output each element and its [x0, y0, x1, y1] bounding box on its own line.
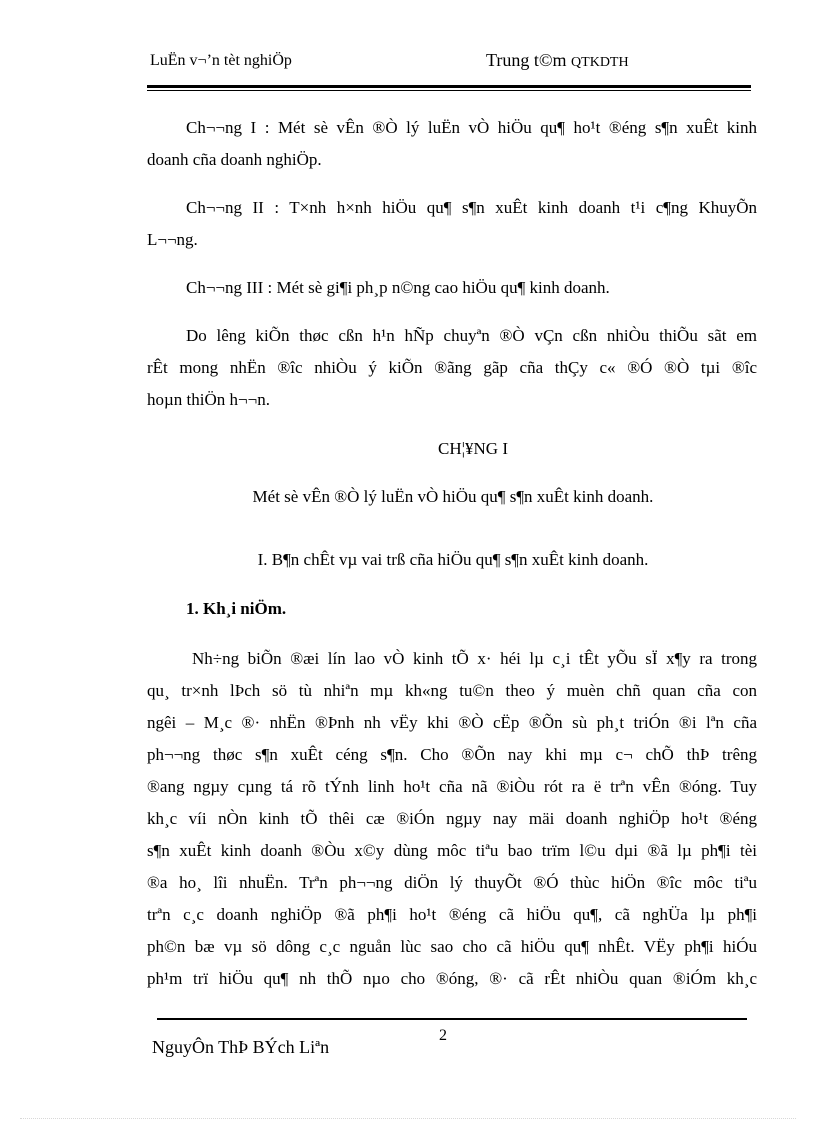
- body-line: qu¸ tr×nh lÞch sö tù nhiªn mµ kh«ng tu©n theo ý muèn chñ quan cña con: [147, 681, 757, 700]
- chapter-title: Mét sè vÊn ®Ò lý luËn vÒ hiÖu qu¶ s¶n xuÊt kinh doanh.: [252, 487, 654, 506]
- intro-paragraph-line3: hoµn thiÖn h¬¬n.: [147, 390, 270, 409]
- chapter-heading: CH¦¥NG I: [438, 439, 508, 458]
- intro-chapter1-line1: Ch¬¬ng I : Mét sè vÊn ®Ò lý luËn vÒ hiÖu qu¶ ho¹t ®éng s¶n xuÊt kinh: [186, 118, 757, 137]
- intro-chapter2-line1: Ch¬¬ng II : T×nh h×nh hiÖu qu¶ s¶n xuÊt kinh doanh t¹i c¶ng KhuyÕn: [186, 198, 757, 217]
- header-rule-thin: [147, 90, 751, 91]
- page-edge-dots: [20, 1118, 796, 1119]
- body-line: ngêi – M¸c ®· nhËn ®Þnh nh vËy khi ®Ò cËp ®Õn sù ph¸t triÓn ®i lªn cña: [147, 713, 757, 732]
- body-line: trªn c¸c doanh nghiÖp ®ã ph¶i ho¹t ®éng cã hiÖu qu¶, cã nghÜa lµ ph¶i: [147, 905, 757, 924]
- body-line: ph¬¬ng thøc s¶n xuÊt céng s¶n. Cho ®Õn nay khi mµ c¬ chÕ thÞ trêng: [147, 745, 757, 764]
- intro-chapter2-line2: L¬¬ng.: [147, 230, 198, 249]
- subsection-title: 1. Kh¸i niÖm.: [186, 599, 287, 618]
- header-thesis-label: LuËn v¬’n tèt nghiÖp: [150, 52, 292, 69]
- intro-chapter3-line1: Ch¬¬ng III : Mét sè gi¶i ph¸p n©ng cao hiÖu qu¶ kinh doanh.: [186, 278, 610, 297]
- body-line: kh¸c víi nÒn kinh tÕ thêi cæ ®iÓn ngµy nay mäi doanh nghiÖp ho¹t ®éng: [147, 809, 757, 828]
- header-center-main: Trung t©m: [486, 50, 572, 70]
- header-rule-thick: [147, 85, 751, 88]
- intro-paragraph-line2: rÊt mong nhËn ®îc nhiÒu ý kiÕn ®ãng gãp cña thÇy c« ®Ó ®Ò tµi ®îc: [147, 358, 757, 377]
- footer-author-name: NguyÔn ThÞ BÝch Liªn: [152, 1037, 330, 1057]
- intro-chapter1-line2: doanh cña doanh nghiÖp.: [147, 150, 322, 169]
- section-title: I. B¶n chÊt vµ vai trß cña hiÖu qu¶ s¶n xuÊt kinh doanh.: [257, 550, 649, 569]
- intro-paragraph-line1: Do lêng kiÕn thøc cßn h¹n hÑp chuyªn ®Ò vÇn cßn nhiÒu thiÕu sãt em: [186, 326, 757, 345]
- body-line: ®a ho¸ lîi nhuËn. Trªn ph¬¬ng diÖn lý thuyÕt ®Ó thùc hiÖn ®îc môc tiªu: [147, 873, 757, 892]
- body-line: ph©n bæ vµ sö dông c¸c nguån lùc sao cho cã hiÖu qu¶ nhÊt. VËy ph¶i hiÓu: [147, 937, 757, 956]
- footer-rule: [157, 1018, 747, 1020]
- body-line: ph¹m trï hiÖu qu¶ nh thÕ nµo cho ®óng, ®· cã rÊt nhiÒu quan ®iÓm kh¸c: [147, 969, 757, 988]
- body-line: ®ang ngµy cµng tá rõ tÝnh linh ho¹t cña nã ®iÒu rót ra ë trªn vÊn ®óng. Tuy: [147, 777, 757, 796]
- body-line: Nh÷ng biÕn ®æi lín lao vÒ kinh tÕ x· héi lµ c¸i tÊt yÕu sÏ x¶y ra trong: [192, 649, 757, 668]
- body-line: s¶n xuÊt kinh doanh ®Òu x©y dùng môc tiªu bao trïm l©u dµi ®ã lµ ph¶i tèi: [147, 841, 757, 860]
- header-center-abbrev: QTKDTH: [571, 55, 629, 70]
- page-number: 2: [439, 1027, 447, 1044]
- header-center-label: [486, 50, 629, 71]
